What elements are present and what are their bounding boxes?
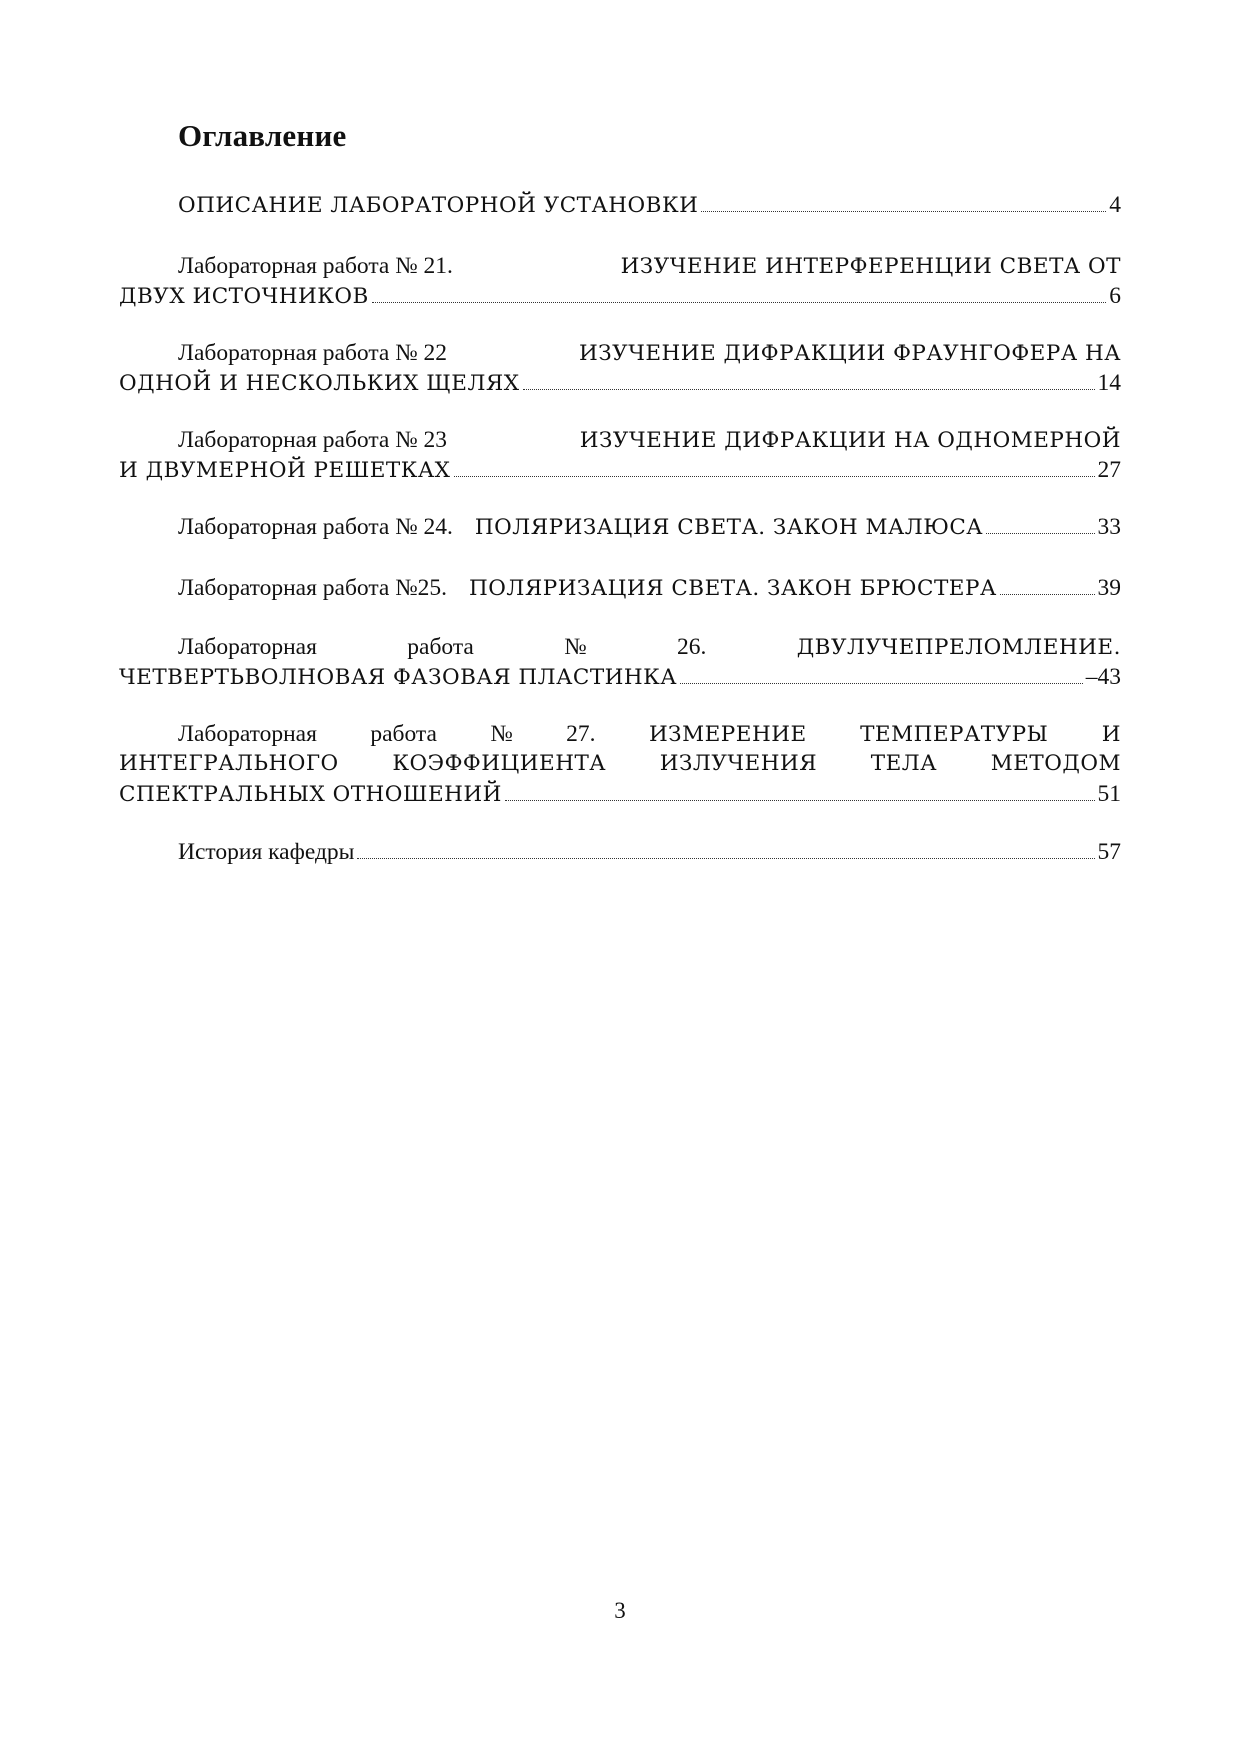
dot-leader bbox=[505, 800, 1095, 801]
toc-entry-title-continued: СПЕКТРАЛЬНЫХ ОТНОШЕНИЙ bbox=[119, 782, 502, 807]
toc-page-number: –43 bbox=[1085, 664, 1121, 690]
toc-page-number: 33 bbox=[1097, 514, 1121, 540]
toc-entry-word: № bbox=[564, 634, 587, 660]
toc-page-number: 57 bbox=[1097, 839, 1121, 865]
toc-entry-title-continued: ОДНОЙ И НЕСКОЛЬКИХ ЩЕЛЯХ bbox=[119, 371, 520, 396]
toc-entry-title: ИЗУЧЕНИЕ ДИФРАКЦИИ ФРАУНГОФЕРА НА bbox=[579, 341, 1121, 366]
toc-entry-prefix: Лабораторная работа № 24. bbox=[178, 514, 453, 540]
toc-entry-prefix: Лабораторная работа №25. bbox=[178, 575, 448, 601]
dot-leader bbox=[701, 211, 1106, 212]
dot-leader bbox=[1000, 594, 1095, 595]
toc-entry-word: работа bbox=[407, 634, 474, 660]
dot-leader bbox=[454, 476, 1095, 477]
toc-entry-word: МЕТОДОМ bbox=[990, 751, 1121, 776]
toc-entry-word: Лабораторная bbox=[178, 721, 317, 747]
toc-page-number: 4 bbox=[1109, 192, 1121, 218]
toc-page-number: 51 bbox=[1097, 781, 1121, 807]
dot-leader bbox=[523, 389, 1095, 390]
toc-entry-lab-25[interactable] bbox=[119, 573, 1121, 603]
toc-entry-word: ИЗМЕРЕНИЕ bbox=[648, 722, 807, 747]
toc-entry-prefix: Лабораторная работа № 23 bbox=[178, 427, 448, 453]
toc-entry-setup[interactable] bbox=[119, 190, 1121, 220]
page-number: 3 bbox=[614, 1598, 626, 1623]
toc-entry-word: 27. bbox=[566, 721, 596, 747]
toc-page-number: 27 bbox=[1097, 457, 1121, 483]
toc-entry-title: История кафедры bbox=[178, 839, 355, 865]
toc-entry-history[interactable] bbox=[119, 837, 1121, 867]
toc-entry-word: ДВУЛУЧЕПРЕЛОМЛЕНИЕ. bbox=[796, 635, 1121, 660]
toc-entry-word: КОЭФФИЦИЕНТА bbox=[392, 751, 607, 776]
toc-entry-word: ТЕМПЕРАТУРЫ bbox=[860, 722, 1049, 747]
toc-entry-title-continued: И ДВУМЕРНОЙ РЕШЕТКАХ bbox=[119, 458, 451, 483]
toc-entry-title-continued: ЧЕТВЕРТЬВОЛНОВАЯ ФАЗОВАЯ ПЛАСТИНКА bbox=[119, 665, 678, 690]
toc-entry-lab-21[interactable] bbox=[119, 251, 1121, 311]
toc-entry-lab-27[interactable] bbox=[119, 719, 1121, 809]
toc-entry-prefix: Лабораторная работа № 22 bbox=[178, 340, 448, 366]
dot-leader bbox=[680, 683, 1083, 684]
toc-entry-title: ИЗУЧЕНИЕ ДИФРАКЦИИ НА ОДНОМЕРНОЙ bbox=[579, 428, 1121, 453]
toc-entry-lab-24[interactable] bbox=[119, 512, 1121, 542]
toc-entry-word: работа bbox=[370, 721, 437, 747]
toc-entry-title: ИЗУЧЕНИЕ ИНТЕРФЕРЕНЦИИ СВЕТА ОТ bbox=[620, 254, 1121, 279]
toc-entry-title-continued: ДВУХ ИСТОЧНИКОВ bbox=[119, 284, 369, 309]
toc-entry-title: ПОЛЯРИЗАЦИЯ СВЕТА. ЗАКОН БРЮСТЕРА bbox=[469, 576, 997, 601]
toc-entry-title: ОПИСАНИЕ ЛАБОРАТОРНОЙ УСТАНОВКИ bbox=[178, 193, 699, 218]
toc-entry-prefix: Лабораторная работа № 21. bbox=[178, 253, 453, 279]
toc-entry-lab-22[interactable] bbox=[119, 338, 1121, 398]
toc-entry-word: 26. bbox=[676, 634, 707, 660]
dot-leader bbox=[986, 533, 1094, 534]
toc-entry-word: ИНТЕГРАЛЬНОГО bbox=[119, 751, 339, 776]
toc-entry-lab-26[interactable] bbox=[119, 632, 1121, 692]
toc-entry-word: ТЕЛА bbox=[870, 751, 938, 776]
dot-leader bbox=[357, 858, 1094, 859]
toc-page-number: 39 bbox=[1097, 575, 1121, 601]
toc-entry-lab-23[interactable] bbox=[119, 425, 1121, 485]
toc-page-number: 6 bbox=[1109, 283, 1121, 309]
toc-entry-word: ИЗЛУЧЕНИЯ bbox=[659, 751, 818, 776]
dot-leader bbox=[372, 302, 1106, 303]
toc-page-number: 14 bbox=[1097, 370, 1121, 396]
toc-entry-word: № bbox=[490, 721, 513, 747]
toc-entry-word: И bbox=[1101, 722, 1121, 747]
toc-entry-title: ПОЛЯРИЗАЦИЯ СВЕТА. ЗАКОН МАЛЮСА bbox=[474, 515, 984, 540]
page-title: Оглавление bbox=[178, 118, 347, 153]
toc-entry-word: Лабораторная bbox=[178, 634, 317, 660]
